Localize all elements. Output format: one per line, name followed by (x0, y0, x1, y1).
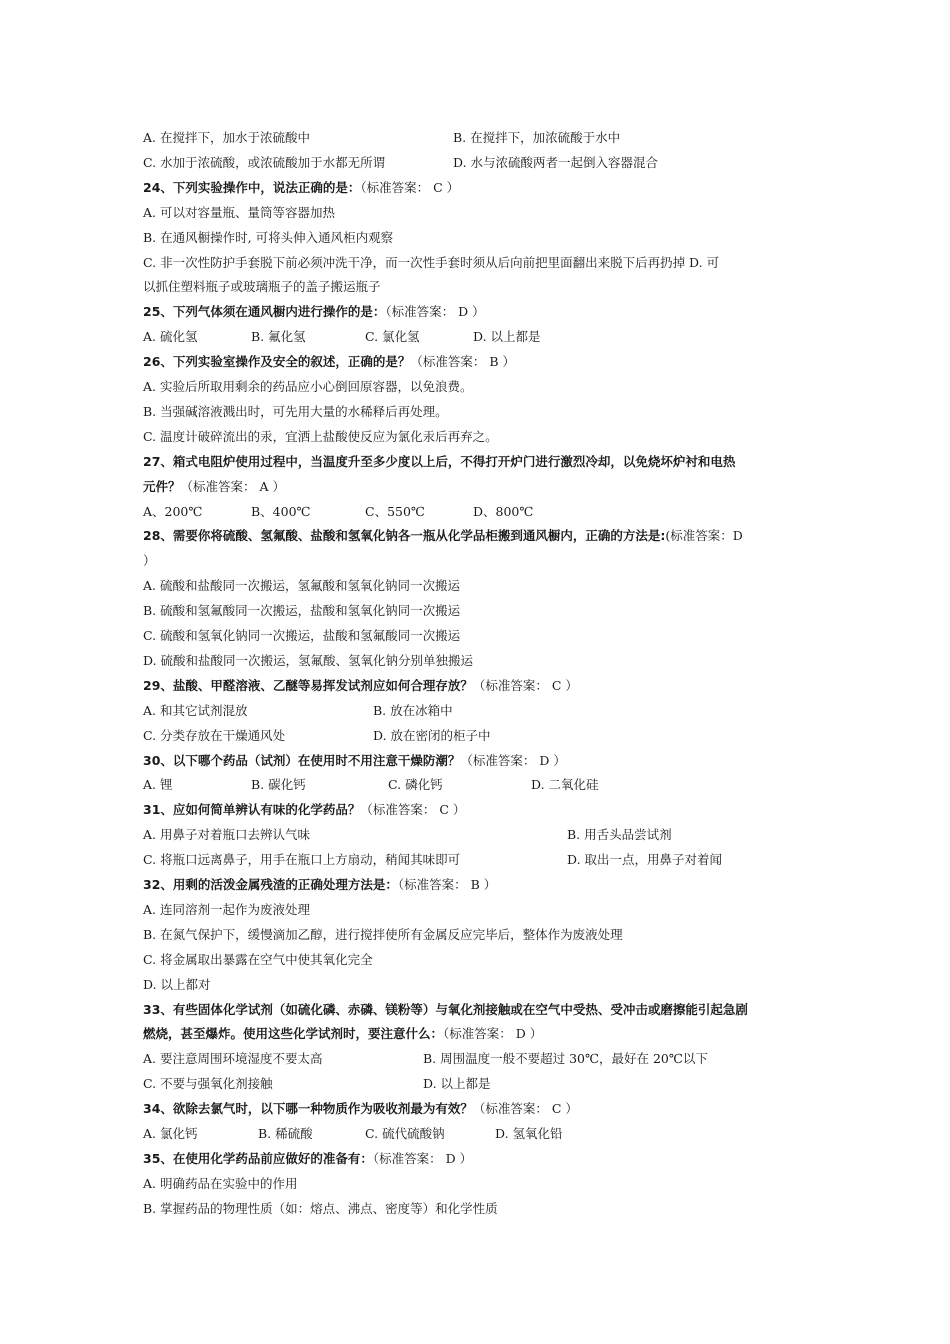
text-line: C. 非一次性防护手套脱下前必须冲洗干净，而一次性手套时须从后向前把里面翻出来脱下后再扔掉 D. 可 (143, 254, 720, 270)
question-line (143, 797, 465, 822)
question-line (143, 997, 748, 1022)
option-item: C. 水加于浓硫酸，或浓硫酸加于水都无所谓 (143, 154, 386, 170)
text-line: A. 实验后所取用剩余的药品应小心倒回原容器，以免浪费。 (143, 379, 473, 394)
answer-key: （标准答案： B ） (397, 877, 497, 892)
option-item: A. 和其它试剂混放 (143, 702, 248, 718)
question-text: 26、下列实验室操作及安全的叙述，正确的是？ (143, 354, 411, 370)
option-item: B. 在搅拌下，加浓硫酸于水中 (453, 130, 621, 145)
option-item: C. 不要与强氧化剂接触 (143, 1076, 273, 1092)
text-line: A. 硫酸和盐酸同一次搬运，氢氟酸和氢氧化钠同一次搬运 (143, 578, 460, 594)
option-item: C. 硫代硫酸钠 (365, 1126, 445, 1141)
option-item: B. 放在冰箱中 (373, 702, 453, 718)
question-line (143, 474, 285, 499)
answer-key: （标准答案： C ） (472, 1101, 578, 1117)
text-line: B. 掌握药品的物理性质（如：熔点、沸点、密度等）和化学性质 (143, 1200, 498, 1216)
text-line: D. 硫酸和盐酸同一次搬运，氢氟酸、氢氧化钠分别单独搬运 (143, 652, 474, 668)
question-text: 32、用剩的活泼金属残渣的正确处理方法是： (143, 877, 398, 892)
question-line (143, 1146, 472, 1171)
question-line (143, 1096, 578, 1121)
option-item: D、800℃ (473, 503, 534, 519)
text-line: B. 硫酸和氢氟酸同一次搬运，盐酸和氢氧化钠同一次搬运 (143, 603, 461, 619)
option-item: B. 稀硫酸 (258, 1126, 313, 1141)
option-item: B. 用舌头品尝试剂 (567, 827, 672, 843)
option-item: C、550℃ (365, 503, 425, 519)
answer-key: （标准答案： D ） (460, 752, 566, 768)
text-line: A. 连同溶剂一起作为废液处理 (143, 901, 310, 917)
text-line: B. 在通风橱操作时, 可将头伸入通风柜内观察 (143, 229, 394, 245)
question-line (143, 673, 578, 698)
answer-key: （标准答案： D ） (385, 304, 485, 320)
question-line (143, 523, 743, 548)
question-text: 31、应如何简单辨认有味的化学药品？ (143, 802, 361, 818)
question-text: 34、欲除去氯气时，以下哪一种物质作为吸收剂最为有效？ (143, 1101, 473, 1117)
question-line (143, 872, 496, 897)
text-line: D. 以上都对 (143, 976, 211, 992)
option-item: D. 以上都是 (473, 329, 541, 345)
option-item: A. 要注意周围环境湿度不要太高 (143, 1051, 323, 1067)
answer-key: （标准答案： C ） (360, 179, 460, 195)
option-item: A、200℃ (143, 503, 203, 519)
question-text: 27、箱式电阻炉使用过程中，当温度升至多少度以上后，不得打开炉门进行激烈冷却，以免烧坏炉衬和电热 (143, 453, 736, 469)
option-item: D. 水与浓硫酸两者一起倒入容器混合 (453, 154, 659, 170)
option-item: D. 取出一点，用鼻子对着闻 (567, 852, 723, 868)
option-item: D. 以上都是 (423, 1076, 491, 1092)
answer-key: （标准答案： B ） (410, 354, 516, 370)
text-line: B. 当强碱溶液溅出时，可先用大量的水稀释后再处理。 (143, 403, 448, 419)
question-text: 33、有些固体化学试剂（如硫化磷、赤磷、镁粉等）与氧化剂接触或在空气中受热、受冲击或磨擦能引起急剧 (143, 1001, 748, 1017)
option-item: C. 磷化钙 (388, 777, 443, 793)
text-line: C. 温度计破碎流出的汞，宜洒上盐酸使反应为氯化汞后再弃之。 (143, 428, 498, 444)
option-item: D. 氢氧化铅 (495, 1126, 563, 1141)
question-text: 25、下列气体须在通风橱内进行操作的是： (143, 304, 386, 320)
option-item: C. 分类存放在干燥通风处 (143, 727, 286, 743)
option-item: B. 氟化氢 (251, 329, 306, 345)
answer-key: （标准答案： C ） (472, 677, 578, 693)
question-line (143, 175, 459, 200)
question-text: 元件？ (143, 478, 181, 494)
question-text: 24、下列实验操作中，说法正确的是： (143, 179, 361, 195)
text-line: B. 在氮气保护下，缓慢滴加乙醇，进行搅拌使所有金属反应完毕后，整体作为废液处理 (143, 926, 623, 942)
option-item: B. 周围温度一般不要超过 30℃，最好在 20℃以下 (423, 1051, 708, 1067)
question-text: 35、在使用化学药品前应做好的准备有： (143, 1150, 373, 1166)
question-text: 29、盐酸、甲醛溶液、乙醚等易挥发试剂应如何合理存放？ (143, 677, 473, 693)
question-line (143, 349, 515, 374)
answer-key: （标准答案： A ） (180, 478, 285, 494)
option-item: D. 放在密闭的柜子中 (373, 727, 491, 743)
question-text: 30、以下哪个药品（试剂）在使用时不用注意干燥防潮？ (143, 752, 461, 768)
question-line (143, 449, 735, 474)
answer-key: （标准答案： D ） (443, 1026, 543, 1042)
option-item: C. 氯化氢 (365, 329, 420, 345)
question-line (143, 1021, 542, 1046)
answer-key: （标准答案： D ） (372, 1150, 473, 1166)
option-item: A. 用鼻子对着瓶口去辨认气味 (143, 827, 310, 843)
text-line: ） (143, 553, 156, 569)
option-item: B、400℃ (251, 503, 311, 519)
answer-key: （标准答案： C ） (360, 802, 466, 818)
question-line (143, 299, 485, 324)
question-text: 燃烧，甚至爆炸。使用这些化学试剂时，要注意什么： (143, 1026, 444, 1042)
text-line: 以抓住塑料瓶子或玻璃瓶子的盖子搬运瓶子 (143, 279, 381, 295)
question-line (143, 748, 566, 773)
option-item: C. 将瓶口远离鼻子，用手在瓶口上方扇动，稍闻其味即可 (143, 852, 461, 868)
option-item: B. 碳化钙 (251, 777, 306, 793)
text-line: A. 明确药品在实验中的作用 (143, 1175, 298, 1191)
option-item: A. 氯化钙 (143, 1126, 198, 1141)
option-item: A. 硫化氢 (143, 329, 198, 345)
text-line: A. 可以对容量瓶、量筒等容器加热 (143, 204, 335, 220)
text-line: C. 将金属取出暴露在空气中使其氧化完全 (143, 951, 373, 967)
option-item: A. 锂 (143, 777, 173, 793)
answer-key: (标准答案：D (665, 528, 743, 544)
text-line: C. 硫酸和氢氧化钠同一次搬运，盐酸和氢氟酸同一次搬运 (143, 628, 461, 643)
option-item: D. 二氧化硅 (531, 777, 599, 793)
option-item: A. 在搅拌下，加水于浓硫酸中 (143, 130, 310, 145)
question-text: 28、需要你将硫酸、氢氟酸、盐酸和氢氧化钠各一瓶从化学品柜搬到通风橱内，正确的方法是: (143, 528, 666, 544)
